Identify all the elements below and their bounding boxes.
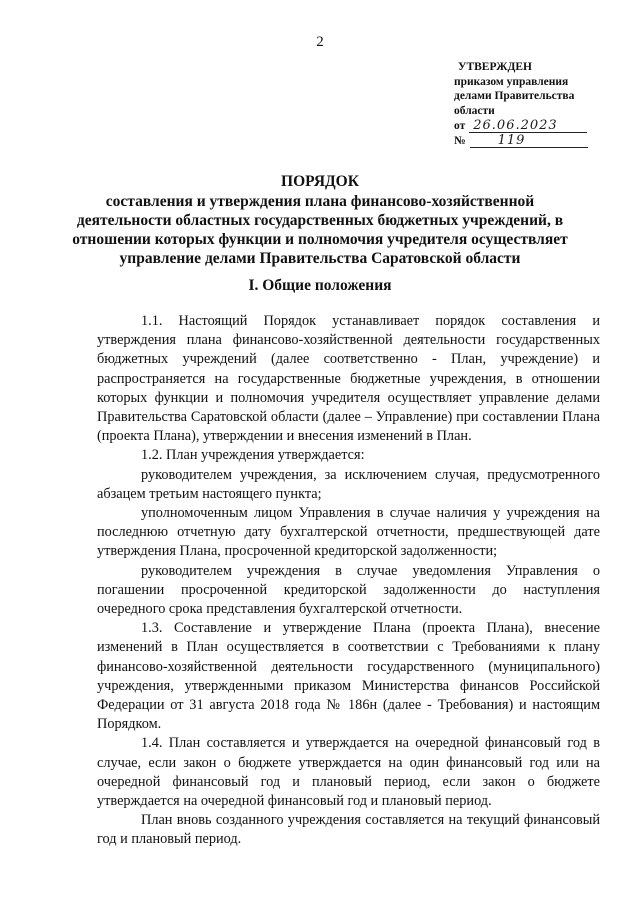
approval-line-department: делами Правительства [454,90,575,102]
title-line: составления и утверждения плана финансово-хозяйственной [105,193,535,210]
handwritten-date: 26.06.2023 [473,117,558,133]
title-line: деятельности областных государственных бюджетных учреждений, в [76,212,564,229]
page-number: 2 [316,34,324,50]
approval-line-region: области [454,104,495,117]
approval-number-prefix: № [454,134,466,147]
handwritten-number: 119 [497,132,526,148]
paragraph-1-2: 1.2. План учреждения утверждается: [141,447,365,464]
paragraph-1-4: 1.4. План составляется и утверждается на очередной финансовый год в случае, если закон о бюджете утверждается на один финансовый год или на очередной финансовый год и плановый период, если закон о бюджете утверждается на очередной финансовый год и плановый период. [97,735,600,810]
document-body [97,312,600,850]
approval-date-prefix: от [454,119,466,132]
paragraph-item: уполномоченным лицом Управления в случае наличия у учреждения на последнюю отчетную дату бухгалтерской отчетности, предшествующей дате утверждения Плана, просроченной кредиторской задолженности; [97,505,600,560]
approval-stamp [454,60,604,148]
paragraph-1-1: 1.1. Настоящий Порядок устанавливает порядок составления и утверждения плана финансово-хозяйственной деятельности государственных бюджетных учреждений (далее соответственно - План, учреждение) и распространяется на государственные бюджетные учреждения, в отношении которых функции и полномочия учредителя осуществляет управление делами Правительства Саратовской области (далее – Управление) при составлении Плана (проекта Плана), утверждении и внесения изменений в План. [97,313,600,445]
paragraph-item: руководителем учреждения, за исключением случая, предусмотренного абзацем третьим настоящего пункта; [97,466,600,502]
paragraph-1-3: 1.3. Составление и утверждение Плана (проекта Плана), внесение изменений в План осуществляется в соответствии с Требованиями к плану финансово-хозяйственной деятельности государственного (муниципального) учреждения, утвержденными приказом Министерства финансов Российской Федерации от 31 августа 2018 года № 186н (далее - Требования) и настоящим Порядком. [97,620,600,733]
document-title [0,172,640,268]
title-line: управление делами Правительства Саратовской области [119,250,521,267]
section-heading: I. Общие положения [248,277,392,294]
approval-number-line [454,133,604,148]
paragraph-item: руководителем учреждения в случае уведомления Управления о погашении просроченной кредиторской задолженности до наступления очередного срока представления бухгалтерской отчетности. [97,562,600,618]
approval-line-approved: УТВЕРЖДЕН [458,61,532,73]
approval-number-field [470,133,588,148]
title-line: отношении которых функции и полномочия учредителя осуществляет [72,231,568,248]
paragraph-new-institution: План вновь созданного учреждения составляется на текущий финансовый год и плановый период. [97,812,600,848]
approval-line-order: приказом управления [454,75,569,88]
approval-date-field [469,118,587,133]
approval-date-line [454,118,604,133]
title-main: ПОРЯДОК [281,173,359,190]
